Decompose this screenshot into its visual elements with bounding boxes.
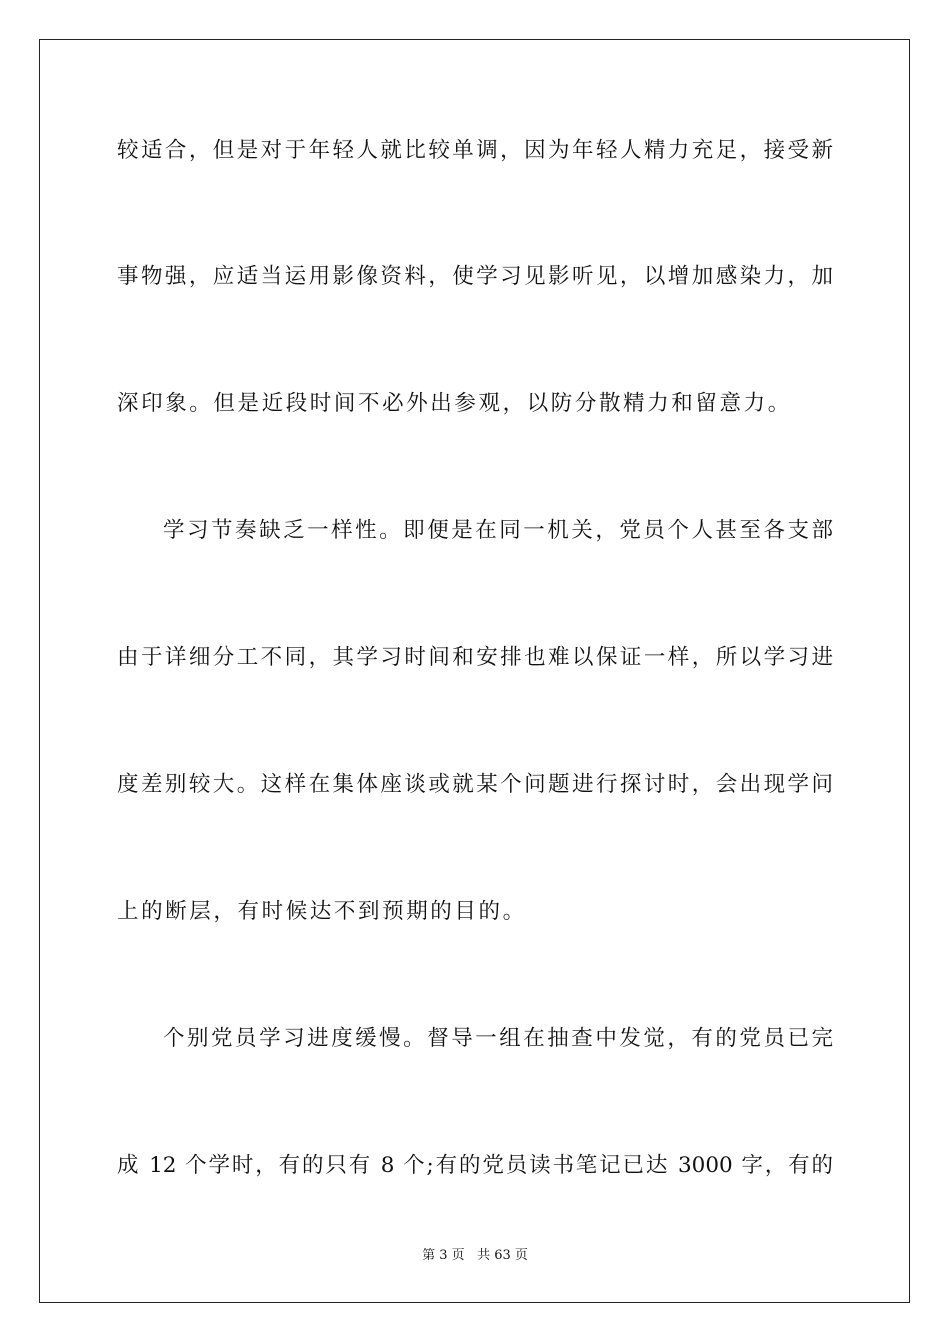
body-line-4: 学习节奏缺乏一样性。即便是在同一机关，党员个人甚至各支部 [163, 518, 833, 543]
body-line-2: 事物强，应适当运用影像资料，使学习见影听见，以增加感染力，加 [117, 264, 833, 289]
body-line-3: 深印象。但是近段时间不必外出参观，以防分散精力和留意力。 [117, 391, 792, 416]
page-total: 共 63 页 [477, 1248, 528, 1263]
body-line-6: 度差别较大。这样在集体座谈或就某个问题进行探讨时，会出现学问 [117, 772, 833, 797]
page-footer [0, 1247, 950, 1265]
body-line-8: 个别党员学习进度缓慢。督导一组在抽查中发觉，有的党员已完 [163, 1026, 833, 1051]
body-line-1: 较适合，但是对于年轻人就比较单调，因为年轻人精力充足，接受新 [117, 138, 833, 163]
page-number: 第 3 页 [422, 1248, 465, 1263]
body-line-5: 由于详细分工不同，其学习时间和安排也难以保证一样，所以学习进 [117, 645, 833, 670]
body-line-7: 上的断层，有时候达不到预期的目的。 [117, 899, 527, 924]
body-line-9: 成 12 个学时，有的只有 8 个;有的党员读书笔记已达 3000 字，有的 [117, 1153, 833, 1178]
